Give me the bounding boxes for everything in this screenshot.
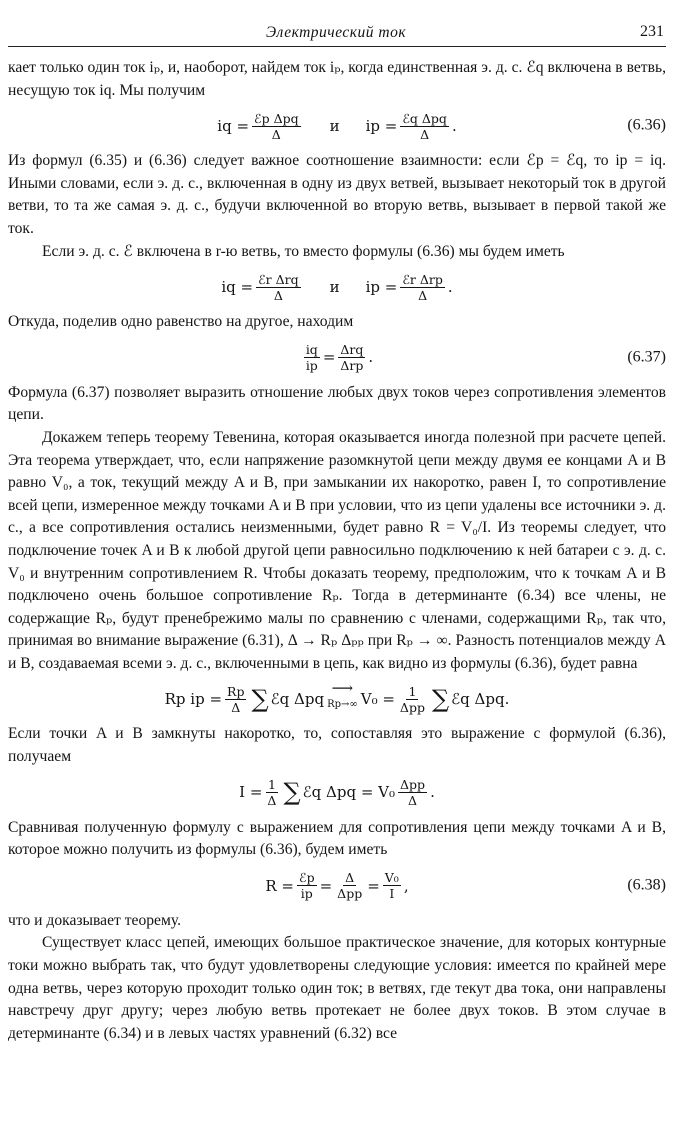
- eq-middle: V₀ =: [360, 690, 395, 709]
- conjunction: и: [329, 277, 340, 296]
- sum-term: ℰq Δpq: [270, 690, 325, 709]
- eq-lhs: ip =: [365, 277, 398, 296]
- equation-6-37: [8, 336, 666, 380]
- numerator: Δrq: [340, 342, 364, 358]
- denominator: Δpp: [337, 886, 363, 902]
- formula: [239, 777, 435, 808]
- equation-number: (6.37): [627, 348, 666, 366]
- punctuation: .: [447, 277, 453, 296]
- denominator: Δ: [267, 793, 277, 809]
- eq-lhs: ip =: [365, 116, 398, 135]
- numerator: ℰr Δrp: [402, 271, 443, 287]
- paragraph: Если э. д. с. ℰ включена в r-ю ветвь, то вместо формулы (6.36) мы будем иметь: [42, 242, 565, 260]
- body-text: [8, 57, 666, 1045]
- punctuation: .: [451, 116, 457, 135]
- arrow-icon: ⟶: [331, 679, 354, 698]
- fraction: [225, 684, 246, 715]
- numerator: ℰp Δpq: [254, 110, 299, 126]
- equation-number: (6.36): [627, 116, 666, 134]
- denominator: Δ: [408, 793, 418, 809]
- formula: [265, 870, 408, 901]
- numerator: Δpp: [400, 777, 426, 793]
- formula: [217, 111, 456, 142]
- fraction: [297, 870, 317, 901]
- formula: [301, 342, 373, 373]
- equation-6-38: [8, 864, 666, 908]
- eq-lhs: iq =: [217, 116, 250, 135]
- sum-term: ℰq Δpq = V₀: [302, 783, 396, 802]
- paragraph: кает только один ток iₚ, и, наоборот, найдем ток iₚ, когда единственная э. д. с. ℰq включена в ветвь, несущую ток iq. Мы получим: [8, 59, 666, 99]
- denominator: Δ: [273, 287, 283, 303]
- fraction: [398, 684, 427, 715]
- denominator: Δ: [418, 287, 428, 303]
- equation-number: (6.38): [627, 876, 666, 894]
- fraction: [256, 272, 301, 303]
- equation-r-branch: [8, 265, 666, 309]
- paragraph: Существует класс цепей, имеющих большое практическое значение, для которых контурные токи можно выбрать так, что будут удовлетворены следующие условия: имеется по крайней мере одна ветвь, через которую проходит только один ток; в ветвях, где текут два тока, они направлены навстречу друг другу; через любую ветвь протекает не более двух токов. В этом случае в детерминанте (6.34) и в левых частях уравнений (6.32) все: [8, 934, 666, 1042]
- formula: [221, 272, 452, 303]
- punctuation: .: [504, 690, 510, 709]
- formula: [164, 679, 510, 717]
- equation-thevenin: [8, 677, 666, 721]
- numerator: Rp: [227, 683, 245, 699]
- sum-term: ℰq Δpq: [451, 690, 505, 709]
- equals-sign: =: [319, 876, 333, 895]
- fraction: [335, 870, 364, 901]
- numerator: 1: [267, 777, 276, 793]
- fraction: [338, 342, 365, 373]
- fraction: [400, 272, 445, 303]
- running-title: Электрический ток: [266, 24, 407, 41]
- fraction: [265, 777, 278, 808]
- numerator: ℰr Δrq: [258, 271, 299, 287]
- running-header: [8, 22, 666, 47]
- fraction: [400, 111, 449, 142]
- fraction: [383, 870, 401, 901]
- equation-6-36: [8, 104, 666, 148]
- limit-label: Rp→∞: [327, 699, 358, 711]
- denominator: Δrp: [340, 358, 364, 374]
- sum-sign: ∑: [431, 685, 450, 714]
- numerator: Δ: [345, 870, 355, 886]
- denominator: Δ: [420, 126, 430, 142]
- paragraph: Сравнивая полученную формулу с выражением для сопротивления цепи между точками A и B, которое можно получить из формулы (6.36), будем иметь: [8, 818, 666, 859]
- paragraph: Формула (6.37) позволяет выразить отношение любых двух токов через сопротивления элементов цепи.: [8, 383, 666, 424]
- paragraph: Докажем теперь теорему Тевенина, которая оказывается иногда полезной при расчете цепей. Эта теорема утверждает, что, если напряжение разомкнутой цепи между двумя ее концами A и B равно V₀, а ток, текущий между A и B, при замыкании их накоротко, равен I, то сопротивление всей цепи, измеренное между точками A и B при условии, что из цепи удалены все источники э. д. с., а все сопротивления остались неизменными, будет равно R = V₀/I. Из теоремы следует, что подключение точек A и B к любой другой цепи равносильно подключению к ней батареи с э. д. с. V₀ и внутренним сопротивлением R. Чтобы доказать теорему, предположим, что к точкам A и B подключено очень большое сопротивление Rₚ. Тогда в детерминанте (6.34) все члены, не содержащие Rₚ, будут пренебрежимо малы по сравнению с членами, содержащими Rₚ, так что, принимая во внимание выражение (6.31), Δ → Rₚ Δₚₚ при Rₚ → ∞. Разность потенциалов между A и B, создаваемая всеми э. д. с., включенными в цепь, как видно из формулы (6.36), будет равна: [8, 428, 666, 672]
- conjunction: и: [329, 116, 340, 135]
- numerator: ℰp: [299, 870, 315, 886]
- eq-lhs: I =: [239, 783, 263, 802]
- equals-sign: =: [322, 348, 336, 367]
- denominator: ip: [305, 358, 318, 374]
- punctuation: .: [368, 348, 374, 367]
- numerator: ℰq Δpq: [402, 110, 447, 126]
- fraction: [304, 342, 320, 373]
- numerator: 1: [408, 683, 417, 699]
- equation-short-circuit: [8, 771, 666, 815]
- equals-sign: =: [367, 876, 380, 895]
- denominator: I: [389, 886, 395, 902]
- paragraph: Если точки A и B замкнуты накоротко, то, сопоставляя это выражение с формулой (6.36), получаем: [8, 725, 666, 766]
- punctuation: .: [430, 783, 435, 802]
- denominator: Δ: [231, 699, 241, 715]
- limit-arrow: [327, 679, 358, 717]
- denominator: Δpp: [399, 699, 425, 715]
- paragraph: Откуда, поделив одно равенство на другое, находим: [8, 313, 354, 331]
- eq-lhs: R =: [265, 876, 295, 895]
- punctuation: ,: [403, 876, 409, 895]
- numerator: iq: [305, 342, 318, 358]
- paragraph: Из формул (6.35) и (6.36) следует важное соотношение взаимности: если ℰp = ℰq, то ip = iq. Иными словами, если э. д. с., включенная в одну из двух ветвей, вызывает некоторый ток в другой ветви, то та же самая э. д. с., будучи включенной во вторую ветвь, вызывает в первой такой же ток.: [8, 152, 666, 237]
- fraction: [398, 777, 427, 808]
- page-number: 231: [640, 23, 664, 40]
- denominator: ip: [300, 886, 313, 902]
- denominator: Δ: [271, 126, 281, 142]
- eq-lhs: Rp ip =: [164, 690, 223, 709]
- sum-sign: ∑: [283, 778, 301, 807]
- sum-sign: ∑: [251, 685, 269, 714]
- numerator: V₀: [384, 870, 399, 886]
- fraction: [252, 111, 301, 142]
- paragraph: что и доказывает теорему.: [8, 911, 181, 929]
- eq-lhs: iq =: [221, 277, 254, 296]
